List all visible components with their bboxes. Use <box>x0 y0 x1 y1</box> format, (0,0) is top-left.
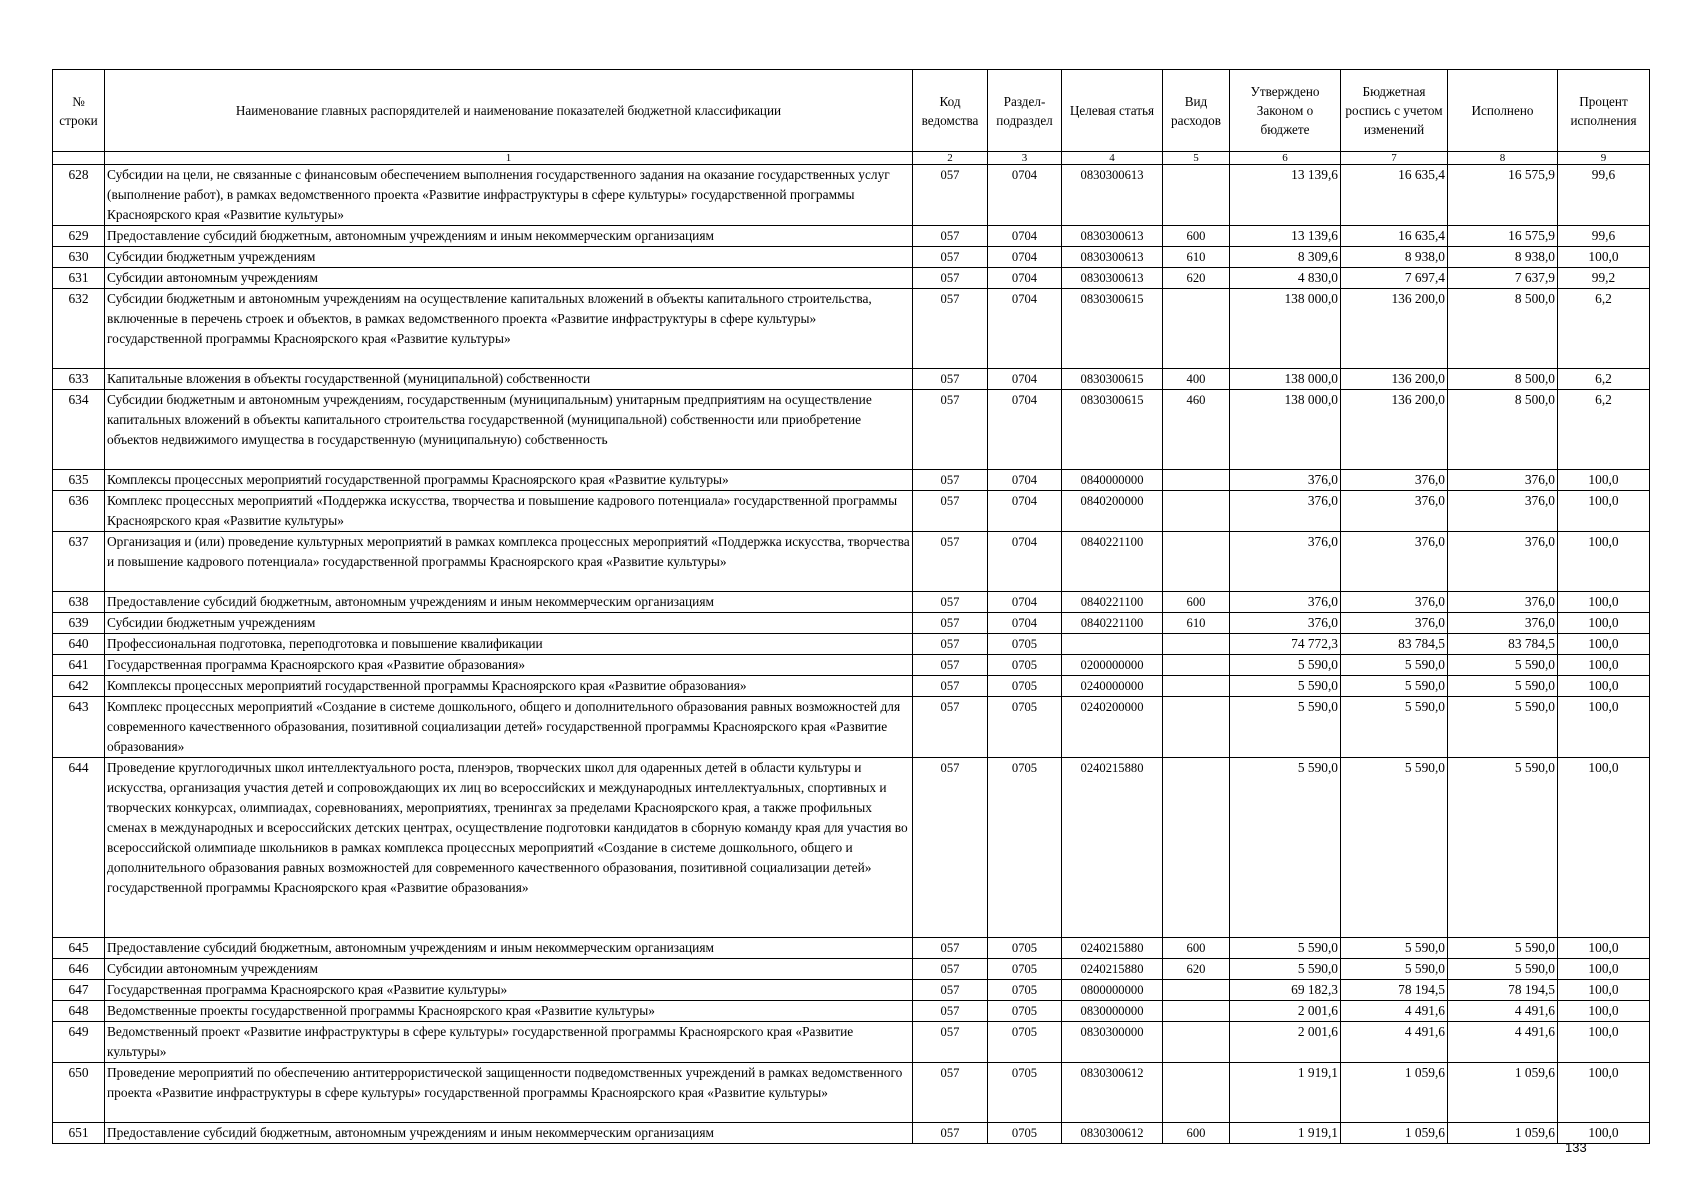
table-body <box>53 165 1650 1144</box>
row-section: 0705 <box>988 1022 1062 1063</box>
row-expense-type: 620 <box>1163 268 1230 289</box>
row-executed: 4 491,6 <box>1448 1022 1558 1063</box>
row-number: 648 <box>53 1001 105 1022</box>
row-budget: 136 200,0 <box>1341 390 1448 470</box>
row-number: 645 <box>53 938 105 959</box>
row-dept-code: 057 <box>913 1001 988 1022</box>
table-row <box>53 676 1650 697</box>
row-section: 0705 <box>988 1123 1062 1144</box>
row-budget: 78 194,5 <box>1341 980 1448 1001</box>
row-target: 0240215880 <box>1062 959 1163 980</box>
row-percent: 100,0 <box>1558 676 1650 697</box>
row-target: 0830300615 <box>1062 390 1163 470</box>
row-name: Государственная программа Красноярского края «Развитие образования» <box>105 655 913 676</box>
row-name: Предоставление субсидий бюджетным, автономным учреждениям и иным некоммерческим организациям <box>105 938 913 959</box>
row-percent: 100,0 <box>1558 1001 1650 1022</box>
row-expense-type: 600 <box>1163 938 1230 959</box>
row-name: Проведение мероприятий по обеспечению антитеррористической защищенности подведомственных учреждений в рамках ведомственного проекта «Развитие инфраструктуры в сфере культуры» государственной программы Красноярского края «Развитие культуры» <box>105 1063 913 1123</box>
row-name: Предоставление субсидий бюджетным, автономным учреждениям и иным некоммерческим организациям <box>105 1123 913 1144</box>
row-approved: 5 590,0 <box>1230 697 1341 758</box>
row-dept-code: 057 <box>913 289 988 369</box>
row-budget: 136 200,0 <box>1341 289 1448 369</box>
row-dept-code: 057 <box>913 226 988 247</box>
row-percent: 100,0 <box>1558 247 1650 268</box>
row-budget: 5 590,0 <box>1341 676 1448 697</box>
row-name: Предоставление субсидий бюджетным, автономным учреждениям и иным некоммерческим организациям <box>105 592 913 613</box>
row-name: Проведение круглогодичных школ интеллектуального роста, пленэров, творческих школ для одаренных детей в области культуры и искусства, организация участия детей и сопровождающих их лиц во всероссийских и международных интеллектуальных, спортивных и творческих конкурсах, олимпиадах, соревнованиях, мероприятиях, тренингах за пределами Красноярского края, а также профильных сменах в международных и всероссийских детских центрах, осуществление подготовки кандидатов в сборную команду края для участия во всероссийской олимпиаде школьников в рамках комплекса процессных мероприятий «Создание в системе дошкольного, общего и дополнительного образования равных возможностей для современного качественного образования, позитивной социализации детей» государственной программы Красноярского края «Развитие образования» <box>105 758 913 938</box>
row-name: Субсидии бюджетным и автономным учреждениям на осуществление капитальных вложений в объекты капитального строительства, включенные в перечень строек и объектов, в рамках ведомственного проекта «Развитие инфраструктуры в сфере культуры» государственной программы Красноярского края «Развитие культуры» <box>105 289 913 369</box>
row-dept-code: 057 <box>913 532 988 592</box>
row-budget: 7 697,4 <box>1341 268 1448 289</box>
row-target: 0830300612 <box>1062 1123 1163 1144</box>
row-section: 0705 <box>988 697 1062 758</box>
row-name: Ведомственные проекты государственной программы Красноярского края «Развитие культуры» <box>105 1001 913 1022</box>
row-target: 0840200000 <box>1062 491 1163 532</box>
row-executed: 1 059,6 <box>1448 1123 1558 1144</box>
row-percent: 100,0 <box>1558 1123 1650 1144</box>
row-name: Капитальные вложения в объекты государственной (муниципальной) собственности <box>105 369 913 390</box>
row-number: 647 <box>53 980 105 1001</box>
row-percent: 100,0 <box>1558 613 1650 634</box>
row-target: 0840221100 <box>1062 532 1163 592</box>
table-row <box>53 1123 1650 1144</box>
row-percent: 100,0 <box>1558 938 1650 959</box>
row-dept-code: 057 <box>913 959 988 980</box>
row-approved: 2 001,6 <box>1230 1001 1341 1022</box>
row-approved: 69 182,3 <box>1230 980 1341 1001</box>
row-section: 0704 <box>988 390 1062 470</box>
row-section: 0704 <box>988 226 1062 247</box>
header-dept-code: Код ведомства <box>913 70 988 152</box>
row-dept-code: 057 <box>913 1022 988 1063</box>
row-executed: 376,0 <box>1448 470 1558 491</box>
row-percent: 6,2 <box>1558 289 1650 369</box>
row-section: 0705 <box>988 758 1062 938</box>
row-executed: 1 059,6 <box>1448 1063 1558 1123</box>
row-expense-type <box>1163 289 1230 369</box>
row-expense-type <box>1163 470 1230 491</box>
row-executed: 78 194,5 <box>1448 980 1558 1001</box>
row-dept-code: 057 <box>913 980 988 1001</box>
row-percent: 100,0 <box>1558 980 1650 1001</box>
row-approved: 74 772,3 <box>1230 634 1341 655</box>
row-target: 0840000000 <box>1062 470 1163 491</box>
column-number: 2 <box>913 152 988 165</box>
header-percent: Процент исполнения <box>1558 70 1650 152</box>
row-expense-type <box>1163 1022 1230 1063</box>
header-section: Раздел-подраздел <box>988 70 1062 152</box>
row-budget: 83 784,5 <box>1341 634 1448 655</box>
row-number: 649 <box>53 1022 105 1063</box>
row-number: 631 <box>53 268 105 289</box>
row-section: 0704 <box>988 470 1062 491</box>
row-number: 634 <box>53 390 105 470</box>
row-dept-code: 057 <box>913 390 988 470</box>
row-name: Субсидии автономным учреждениям <box>105 959 913 980</box>
row-expense-type <box>1163 1001 1230 1022</box>
row-budget: 5 590,0 <box>1341 938 1448 959</box>
row-executed: 376,0 <box>1448 613 1558 634</box>
row-percent: 100,0 <box>1558 655 1650 676</box>
row-approved: 5 590,0 <box>1230 938 1341 959</box>
row-section: 0704 <box>988 592 1062 613</box>
row-executed: 7 637,9 <box>1448 268 1558 289</box>
row-dept-code: 057 <box>913 470 988 491</box>
row-target: 0240000000 <box>1062 676 1163 697</box>
row-number: 644 <box>53 758 105 938</box>
table-row <box>53 592 1650 613</box>
table-row <box>53 226 1650 247</box>
row-name: Субсидии на цели, не связанные с финансовым обеспечением выполнения государственного задания на оказание государственных услуг (выполнение работ), в рамках ведомственного проекта «Развитие инфраструктуры в сфере культуры» государственной программы Красноярского края «Развитие культуры» <box>105 165 913 226</box>
row-section: 0704 <box>988 532 1062 592</box>
header-approved: Утверждено Законом о бюджете <box>1230 70 1341 152</box>
row-dept-code: 057 <box>913 1063 988 1123</box>
row-name: Комплекс процессных мероприятий «Поддержка искусства, творчества и повышение кадрового потенциала» государственной программы Красноярского края «Развитие культуры» <box>105 491 913 532</box>
row-expense-type: 460 <box>1163 390 1230 470</box>
row-expense-type: 400 <box>1163 369 1230 390</box>
row-number: 632 <box>53 289 105 369</box>
row-expense-type <box>1163 758 1230 938</box>
row-expense-type: 600 <box>1163 1123 1230 1144</box>
row-number: 633 <box>53 369 105 390</box>
table-row <box>53 938 1650 959</box>
row-target: 0830300615 <box>1062 369 1163 390</box>
row-number: 630 <box>53 247 105 268</box>
row-approved: 13 139,6 <box>1230 226 1341 247</box>
table-header-row <box>53 70 1650 152</box>
row-number: 650 <box>53 1063 105 1123</box>
row-dept-code: 057 <box>913 676 988 697</box>
row-budget: 5 590,0 <box>1341 758 1448 938</box>
row-budget: 376,0 <box>1341 592 1448 613</box>
row-name: Государственная программа Красноярского края «Развитие культуры» <box>105 980 913 1001</box>
row-name: Субсидии бюджетным и автономным учреждениям, государственным (муниципальным) унитарным предприятиям на осуществление капитальных вложений в объекты капитального строительства государственной (муниципальной) собственности или приобретение объектов недвижимого имущества в государственную (муниципальную) собственность <box>105 390 913 470</box>
table-row <box>53 532 1650 592</box>
column-number-row <box>53 152 1650 165</box>
row-section: 0705 <box>988 1063 1062 1123</box>
row-percent: 100,0 <box>1558 470 1650 491</box>
row-approved: 376,0 <box>1230 491 1341 532</box>
row-target: 0240215880 <box>1062 938 1163 959</box>
row-section: 0704 <box>988 268 1062 289</box>
row-executed: 8 500,0 <box>1448 369 1558 390</box>
row-expense-type <box>1163 655 1230 676</box>
row-name: Комплексы процессных мероприятий государственной программы Красноярского края «Развитие образования» <box>105 676 913 697</box>
row-executed: 4 491,6 <box>1448 1001 1558 1022</box>
column-number: 3 <box>988 152 1062 165</box>
table-row <box>53 758 1650 938</box>
row-target: 0240215880 <box>1062 758 1163 938</box>
column-number: 4 <box>1062 152 1163 165</box>
row-target: 0240200000 <box>1062 697 1163 758</box>
row-budget: 376,0 <box>1341 532 1448 592</box>
row-approved: 376,0 <box>1230 470 1341 491</box>
row-budget: 1 059,6 <box>1341 1063 1448 1123</box>
row-number: 636 <box>53 491 105 532</box>
row-section: 0705 <box>988 634 1062 655</box>
row-dept-code: 057 <box>913 1123 988 1144</box>
row-dept-code: 057 <box>913 938 988 959</box>
table-row <box>53 634 1650 655</box>
row-expense-type: 610 <box>1163 247 1230 268</box>
row-section: 0704 <box>988 289 1062 369</box>
row-expense-type <box>1163 634 1230 655</box>
row-executed: 8 500,0 <box>1448 390 1558 470</box>
row-approved: 138 000,0 <box>1230 369 1341 390</box>
table-row <box>53 1001 1650 1022</box>
header-target: Целевая статья <box>1062 70 1163 152</box>
column-number: 8 <box>1448 152 1558 165</box>
row-dept-code: 057 <box>913 758 988 938</box>
row-approved: 5 590,0 <box>1230 758 1341 938</box>
table-row <box>53 289 1650 369</box>
row-budget: 16 635,4 <box>1341 226 1448 247</box>
row-name: Субсидии бюджетным учреждениям <box>105 247 913 268</box>
row-executed: 16 575,9 <box>1448 165 1558 226</box>
row-name: Организация и (или) проведение культурных мероприятий в рамках комплекса процессных мероприятий «Поддержка искусства, творчества и повышение кадрового потенциала» государственной программы Красноярского края «Развитие культуры» <box>105 532 913 592</box>
row-percent: 100,0 <box>1558 491 1650 532</box>
table-row <box>53 369 1650 390</box>
table-row <box>53 980 1650 1001</box>
row-section: 0704 <box>988 613 1062 634</box>
row-approved: 2 001,6 <box>1230 1022 1341 1063</box>
row-percent: 99,6 <box>1558 226 1650 247</box>
column-number: 1 <box>105 152 913 165</box>
row-target: 0830300613 <box>1062 268 1163 289</box>
row-target: 0830300000 <box>1062 1022 1163 1063</box>
row-expense-type: 600 <box>1163 592 1230 613</box>
table-row <box>53 390 1650 470</box>
table-row <box>53 1022 1650 1063</box>
row-executed: 376,0 <box>1448 491 1558 532</box>
row-executed: 376,0 <box>1448 592 1558 613</box>
row-budget: 4 491,6 <box>1341 1022 1448 1063</box>
row-approved: 4 830,0 <box>1230 268 1341 289</box>
column-number: 5 <box>1163 152 1230 165</box>
header-budget: Бюджетная роспись с учетом изменений <box>1341 70 1448 152</box>
row-section: 0705 <box>988 1001 1062 1022</box>
row-executed: 16 575,9 <box>1448 226 1558 247</box>
row-dept-code: 057 <box>913 697 988 758</box>
row-budget: 136 200,0 <box>1341 369 1448 390</box>
row-dept-code: 057 <box>913 247 988 268</box>
column-number <box>53 152 105 165</box>
row-executed: 5 590,0 <box>1448 959 1558 980</box>
row-target: 0840221100 <box>1062 592 1163 613</box>
row-dept-code: 057 <box>913 369 988 390</box>
row-percent: 100,0 <box>1558 758 1650 938</box>
page-number: 133 <box>1565 1140 1587 1155</box>
row-number: 643 <box>53 697 105 758</box>
row-section: 0705 <box>988 676 1062 697</box>
row-name: Профессиональная подготовка, переподготовка и повышение квалификации <box>105 634 913 655</box>
row-section: 0705 <box>988 655 1062 676</box>
row-target: 0830000000 <box>1062 1001 1163 1022</box>
row-percent: 100,0 <box>1558 1022 1650 1063</box>
column-number: 7 <box>1341 152 1448 165</box>
row-number: 641 <box>53 655 105 676</box>
row-budget: 376,0 <box>1341 491 1448 532</box>
row-percent: 100,0 <box>1558 592 1650 613</box>
row-percent: 6,2 <box>1558 390 1650 470</box>
row-budget: 1 059,6 <box>1341 1123 1448 1144</box>
row-approved: 5 590,0 <box>1230 655 1341 676</box>
row-executed: 5 590,0 <box>1448 697 1558 758</box>
row-dept-code: 057 <box>913 268 988 289</box>
row-budget: 5 590,0 <box>1341 959 1448 980</box>
row-target: 0200000000 <box>1062 655 1163 676</box>
row-percent: 99,6 <box>1558 165 1650 226</box>
row-section: 0705 <box>988 980 1062 1001</box>
row-budget: 376,0 <box>1341 613 1448 634</box>
row-percent: 100,0 <box>1558 532 1650 592</box>
column-number: 9 <box>1558 152 1650 165</box>
row-dept-code: 057 <box>913 165 988 226</box>
row-dept-code: 057 <box>913 592 988 613</box>
column-number: 6 <box>1230 152 1341 165</box>
row-executed: 83 784,5 <box>1448 634 1558 655</box>
row-approved: 5 590,0 <box>1230 959 1341 980</box>
row-section: 0705 <box>988 938 1062 959</box>
row-approved: 13 139,6 <box>1230 165 1341 226</box>
row-number: 635 <box>53 470 105 491</box>
header-row-number: № строки <box>53 70 105 152</box>
row-dept-code: 057 <box>913 634 988 655</box>
row-executed: 376,0 <box>1448 532 1558 592</box>
row-section: 0705 <box>988 959 1062 980</box>
table-row <box>53 470 1650 491</box>
header-expense-type: Вид расходов <box>1163 70 1230 152</box>
row-expense-type <box>1163 676 1230 697</box>
table-row <box>53 247 1650 268</box>
row-approved: 376,0 <box>1230 613 1341 634</box>
row-target: 0830300612 <box>1062 1063 1163 1123</box>
row-name: Ведомственный проект «Развитие инфраструктуры в сфере культуры» государственной программы Красноярского края «Развитие культуры» <box>105 1022 913 1063</box>
row-approved: 1 919,1 <box>1230 1123 1341 1144</box>
row-budget: 376,0 <box>1341 470 1448 491</box>
row-target: 0830300613 <box>1062 226 1163 247</box>
table-row <box>53 491 1650 532</box>
row-budget: 16 635,4 <box>1341 165 1448 226</box>
row-dept-code: 057 <box>913 613 988 634</box>
header-name: Наименование главных распорядителей и наименование показателей бюджетной классификации <box>105 70 913 152</box>
row-approved: 376,0 <box>1230 592 1341 613</box>
row-approved: 1 919,1 <box>1230 1063 1341 1123</box>
row-number: 646 <box>53 959 105 980</box>
row-target: 0830300613 <box>1062 247 1163 268</box>
row-expense-type: 600 <box>1163 226 1230 247</box>
row-executed: 5 590,0 <box>1448 758 1558 938</box>
row-section: 0704 <box>988 165 1062 226</box>
table-row <box>53 613 1650 634</box>
row-target <box>1062 634 1163 655</box>
row-dept-code: 057 <box>913 655 988 676</box>
row-section: 0704 <box>988 247 1062 268</box>
row-expense-type <box>1163 697 1230 758</box>
table-row <box>53 165 1650 226</box>
row-name: Субсидии автономным учреждениям <box>105 268 913 289</box>
row-number: 651 <box>53 1123 105 1144</box>
row-number: 637 <box>53 532 105 592</box>
row-number: 640 <box>53 634 105 655</box>
row-executed: 5 590,0 <box>1448 655 1558 676</box>
row-name: Субсидии бюджетным учреждениям <box>105 613 913 634</box>
row-expense-type <box>1163 1063 1230 1123</box>
row-approved: 138 000,0 <box>1230 390 1341 470</box>
row-approved: 5 590,0 <box>1230 676 1341 697</box>
row-expense-type <box>1163 165 1230 226</box>
row-executed: 8 938,0 <box>1448 247 1558 268</box>
row-percent: 100,0 <box>1558 959 1650 980</box>
row-target: 0830300615 <box>1062 289 1163 369</box>
row-expense-type <box>1163 491 1230 532</box>
table-row <box>53 697 1650 758</box>
row-budget: 5 590,0 <box>1341 697 1448 758</box>
row-expense-type <box>1163 532 1230 592</box>
row-budget: 5 590,0 <box>1341 655 1448 676</box>
row-approved: 376,0 <box>1230 532 1341 592</box>
row-approved: 138 000,0 <box>1230 289 1341 369</box>
row-name: Комплексы процессных мероприятий государственной программы Красноярского края «Развитие культуры» <box>105 470 913 491</box>
row-percent: 100,0 <box>1558 697 1650 758</box>
row-approved: 8 309,6 <box>1230 247 1341 268</box>
table-row <box>53 1063 1650 1123</box>
row-expense-type: 610 <box>1163 613 1230 634</box>
table-row <box>53 959 1650 980</box>
row-percent: 99,2 <box>1558 268 1650 289</box>
budget-execution-table <box>52 69 1650 1144</box>
table-row <box>53 268 1650 289</box>
row-name: Предоставление субсидий бюджетным, автономным учреждениям и иным некоммерческим организациям <box>105 226 913 247</box>
row-executed: 5 590,0 <box>1448 938 1558 959</box>
row-expense-type <box>1163 980 1230 1001</box>
row-target: 0800000000 <box>1062 980 1163 1001</box>
row-number: 629 <box>53 226 105 247</box>
row-budget: 4 491,6 <box>1341 1001 1448 1022</box>
row-expense-type: 620 <box>1163 959 1230 980</box>
row-number: 642 <box>53 676 105 697</box>
row-name: Комплекс процессных мероприятий «Создание в системе дошкольного, общего и дополнительного образования равных возможностей для современного качественного образования, позитивной социализации детей» государственной программы Красноярского края «Развитие образования» <box>105 697 913 758</box>
row-dept-code: 057 <box>913 491 988 532</box>
table-row <box>53 655 1650 676</box>
row-percent: 100,0 <box>1558 1063 1650 1123</box>
row-target: 0840221100 <box>1062 613 1163 634</box>
row-number: 638 <box>53 592 105 613</box>
row-section: 0704 <box>988 491 1062 532</box>
row-budget: 8 938,0 <box>1341 247 1448 268</box>
row-number: 639 <box>53 613 105 634</box>
row-percent: 100,0 <box>1558 634 1650 655</box>
row-target: 0830300613 <box>1062 165 1163 226</box>
row-executed: 5 590,0 <box>1448 676 1558 697</box>
header-executed: Исполнено <box>1448 70 1558 152</box>
row-executed: 8 500,0 <box>1448 289 1558 369</box>
row-percent: 6,2 <box>1558 369 1650 390</box>
row-number: 628 <box>53 165 105 226</box>
row-section: 0704 <box>988 369 1062 390</box>
